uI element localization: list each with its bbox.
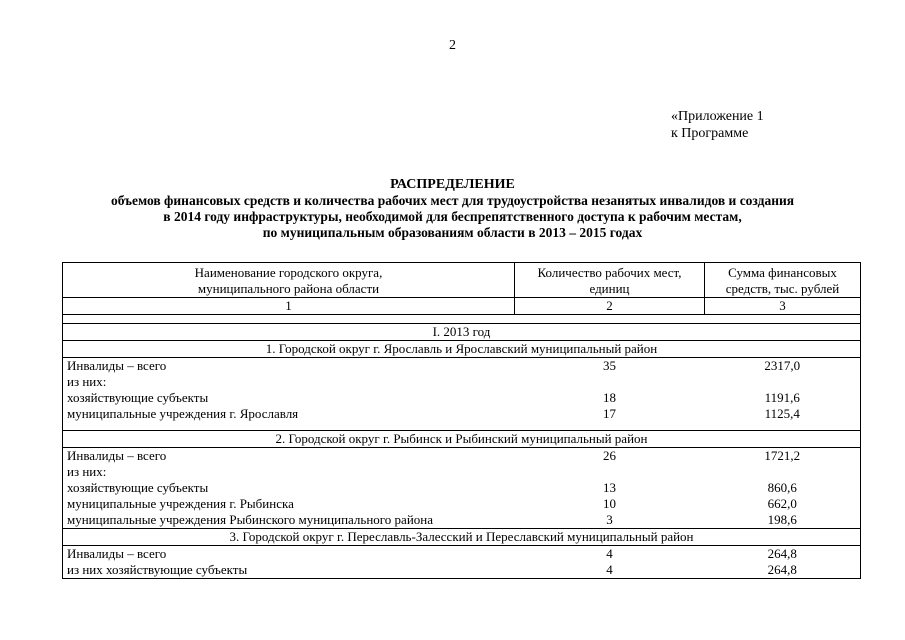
header-workplaces-line-1: Количество рабочих мест, xyxy=(537,265,682,280)
row-name: из них хозяйствующие субъекты xyxy=(63,562,515,579)
appendix-line-1: «Приложение 1 xyxy=(671,109,764,124)
row-sum: 1191,6 xyxy=(705,390,861,406)
table-row xyxy=(63,562,861,579)
row-name: муниципальные учреждения г. Рыбинска xyxy=(63,496,515,512)
header-funds-line-2: средств, тыс. рублей xyxy=(725,281,840,296)
table-row xyxy=(63,406,861,422)
row-sum: 2317,0 xyxy=(705,358,861,375)
section-title: 2. Городской округ г. Рыбинск и Рыбинский муниципальный район xyxy=(63,431,861,448)
row-sum: 860,6 xyxy=(705,480,861,496)
row-count: 4 xyxy=(515,562,705,579)
appendix-line-2: к Программе xyxy=(671,126,749,141)
header-workplaces-line-2: единиц xyxy=(589,281,630,296)
header-funds xyxy=(705,263,861,298)
row-sum: 1721,2 xyxy=(705,448,861,465)
table-row xyxy=(63,374,861,390)
row-count: 18 xyxy=(603,390,616,405)
spacer-row xyxy=(63,315,861,324)
column-number: 2 xyxy=(515,298,705,315)
row-count: 26 xyxy=(603,448,616,463)
row-count: 4 xyxy=(606,546,613,561)
header-municipality-line-2: муниципального района области xyxy=(197,281,380,296)
row-sum: 1125,4 xyxy=(705,406,861,422)
section-title: 1. Городской округ г. Ярославль и Ярославский муниципальный район xyxy=(63,341,861,358)
row-name: хозяйствующие субъекты xyxy=(63,480,515,496)
appendix-note xyxy=(671,108,764,142)
row-name: из них: xyxy=(63,374,515,390)
table-row xyxy=(63,464,861,480)
row-count xyxy=(515,464,705,480)
row-count xyxy=(515,374,705,390)
year-heading: I. 2013 год xyxy=(63,324,861,341)
row-count: 10 xyxy=(603,496,616,511)
row-name: муниципальные учреждения Рыбинского муниципального района xyxy=(63,512,515,529)
row-count: 3 xyxy=(606,512,613,527)
section-title-row xyxy=(63,431,861,448)
header-funds-line-1: Сумма финансовых xyxy=(728,265,837,280)
row-name: муниципальные учреждения г. Ярославля xyxy=(63,406,515,422)
row-sum: 198,6 xyxy=(705,512,861,529)
table-row xyxy=(63,448,861,465)
section-title-row xyxy=(63,529,861,546)
table-row xyxy=(63,546,861,563)
column-number: 3 xyxy=(705,298,861,315)
page-number: 2 xyxy=(449,38,456,53)
row-sum xyxy=(705,464,861,480)
section-title-row xyxy=(63,341,861,358)
row-sum: 264,8 xyxy=(705,546,861,563)
distribution-table xyxy=(62,262,861,579)
row-name: Инвалиды – всего xyxy=(63,546,515,563)
row-count: 17 xyxy=(603,406,616,421)
header-municipality xyxy=(63,263,515,298)
row-name: из них: xyxy=(63,464,515,480)
document-heading xyxy=(0,177,905,241)
table-row xyxy=(63,512,861,529)
table-row xyxy=(63,496,861,512)
year-row xyxy=(63,324,861,341)
spacer-row xyxy=(63,422,861,431)
heading-line-2: в 2014 году инфраструктуры, необходимой для беспрепятственного доступа к рабочим местам, xyxy=(163,209,742,224)
heading-title: РАСПРЕДЕЛЕНИЕ xyxy=(390,177,515,192)
row-count: 35 xyxy=(603,358,616,373)
table-header-row xyxy=(63,263,861,298)
row-name: хозяйствующие субъекты xyxy=(63,390,515,406)
row-count: 13 xyxy=(603,480,616,495)
column-number: 1 xyxy=(63,298,515,315)
table-row xyxy=(63,358,861,375)
heading-line-1: объемов финансовых средств и количества рабочих мест для трудоустройства незанятых инвалидов и создания xyxy=(110,193,795,208)
row-name: Инвалиды – всего xyxy=(63,358,515,375)
row-sum xyxy=(705,374,861,390)
row-name: Инвалиды – всего xyxy=(63,448,515,465)
header-workplaces xyxy=(515,263,705,298)
section-title: 3. Городской округ г. Переславль-Залесский и Переславский муниципальный район xyxy=(63,529,861,546)
table-row xyxy=(63,390,861,406)
table-row xyxy=(63,480,861,496)
row-sum: 264,8 xyxy=(705,562,861,579)
header-municipality-line-1: Наименование городского округа, xyxy=(194,265,383,280)
heading-line-3: по муниципальным образованиям области в 2013 – 2015 годах xyxy=(262,225,643,240)
column-number-row xyxy=(63,298,861,315)
row-sum: 662,0 xyxy=(705,496,861,512)
